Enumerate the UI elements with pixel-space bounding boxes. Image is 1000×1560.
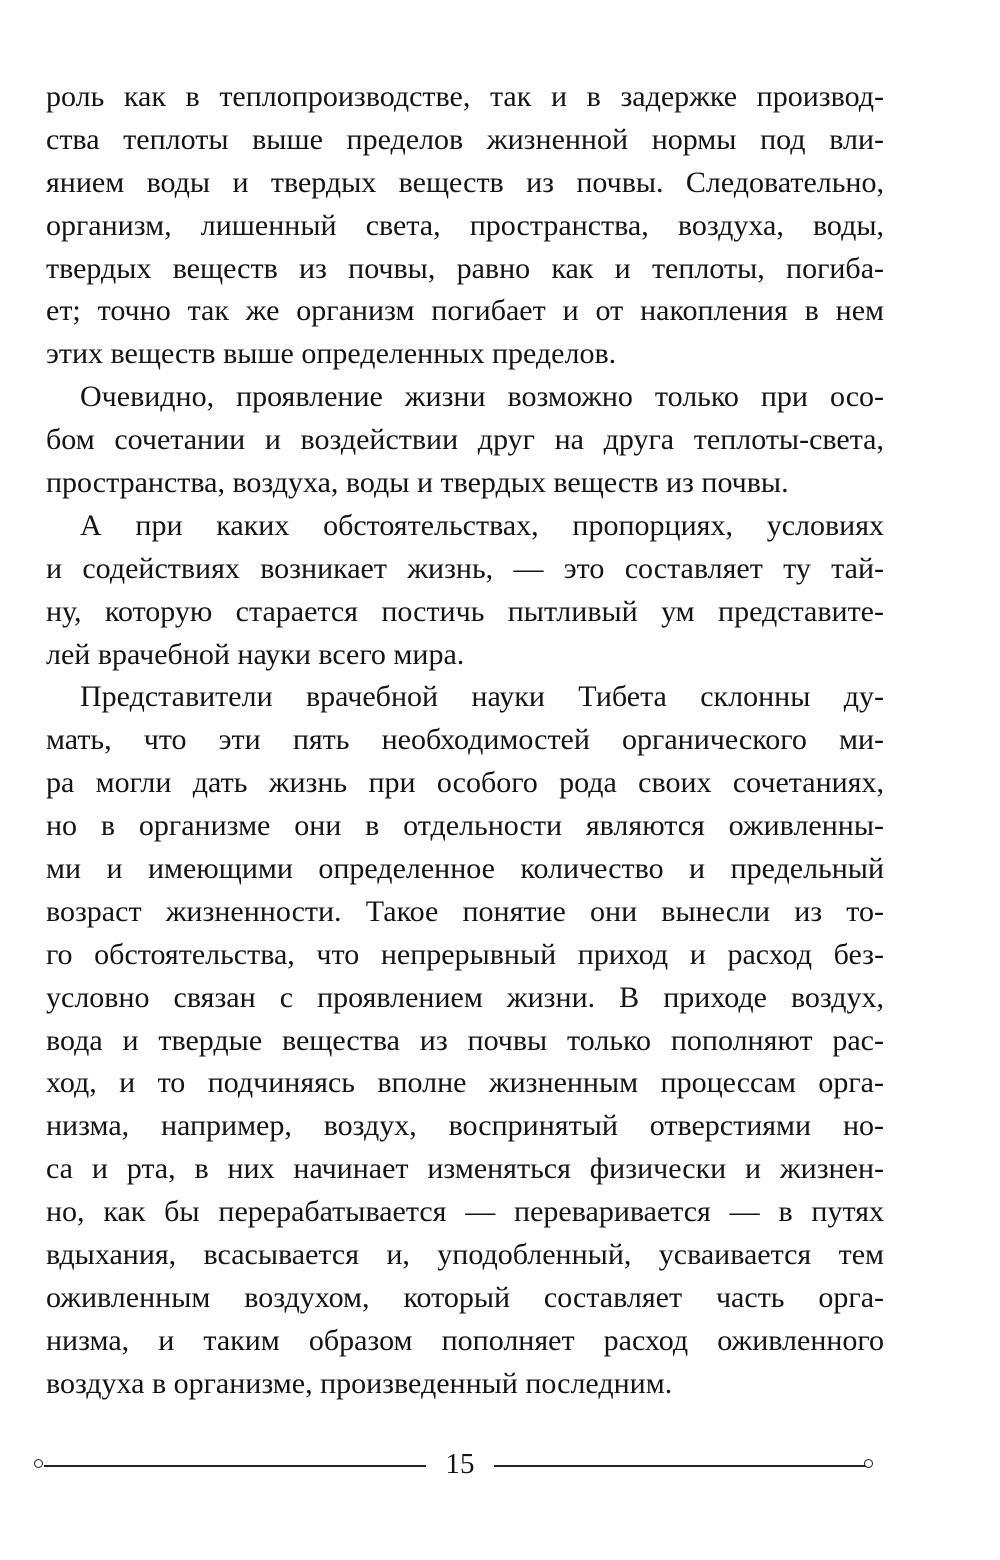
page-body — [46, 76, 884, 1406]
text-line: ет; точно так же организм погибает и от накопления в нем — [46, 294, 884, 328]
text-line: го обстоятельства, что непрерывный приход и расход без- — [46, 937, 884, 971]
text-line: воздуха в организме, произведенный последним. — [46, 1366, 673, 1400]
text-line: ход, и то подчиняясь вполне жизненным процессам орга- — [46, 1066, 884, 1100]
text-line: пространства, воздуха, воды и твердых веществ из почвы. — [46, 466, 789, 500]
page-footer — [32, 1444, 878, 1484]
text-line: Очевидно, проявление жизни возможно только при осо- — [80, 380, 884, 414]
text-line: ства теплоты выше пределов жизненной нормы под вли- — [46, 122, 884, 156]
text-line: низма, например, воздух, воспринятый отверстиями но- — [46, 1109, 884, 1143]
text-line: оживленным воздухом, который составляет часть орга- — [46, 1280, 884, 1314]
text-line: но, как бы перерабатывается — переваривается — в путях — [46, 1195, 884, 1229]
text-line: твердых веществ из почвы, равно как и теплоты, погиба- — [46, 251, 884, 285]
text-line: вода и твердые вещества из почвы только пополняют рас- — [46, 1023, 884, 1057]
text-line: низма, и таким образом пополняет расход оживленного — [46, 1323, 884, 1357]
left-ornament-circle — [34, 1459, 43, 1468]
text-line: бом сочетании и воздействии друг на друга теплоты-света, — [46, 423, 884, 457]
text-line: А при каких обстоятельствах, пропорциях, условиях — [80, 508, 884, 542]
left-footer-rule — [44, 1465, 426, 1467]
text-line: ми и имеющими определенное количество и предельный — [46, 852, 884, 886]
text-line: роль как в теплопроизводстве, так и в задержке производ- — [46, 80, 884, 113]
text-line: ну, которую старается постичь пытливый ум представите- — [46, 594, 884, 628]
text-line: Представители врачебной науки Тибета склонны ду- — [80, 680, 884, 714]
text-line: ра могли дать жизнь при особого рода своих сочетаниях, — [46, 766, 884, 800]
text-line: лей врачебной науки всего мира. — [46, 637, 465, 671]
text-line: са и рта, в них начинает изменяться физически и жизнен- — [46, 1152, 884, 1186]
text-line: условно связан с проявлением жизни. В приходе воздух, — [46, 980, 884, 1014]
text-line: организм, лишенный света, пространства, воздуха, воды, — [46, 208, 884, 242]
text-line: этих веществ выше определенных пределов. — [46, 337, 617, 371]
right-footer-rule — [494, 1465, 866, 1467]
text-line: возраст жизненности. Такое понятие они вынесли из то- — [46, 894, 884, 928]
text-line: но в организме они в отдельности являются оживленны- — [46, 809, 884, 843]
text-line: и содействиях возникает жизнь, — это составляет ту тай- — [46, 551, 884, 585]
text-line: мать, что эти пять необходимостей органического ми- — [46, 723, 884, 757]
text-line: вдыхания, всасывается и, уподобленный, усваивается тем — [46, 1238, 884, 1272]
right-ornament-circle — [864, 1459, 873, 1468]
text-line: янием воды и твердых веществ из почвы. Следовательно, — [46, 165, 884, 199]
page-number: 15 — [445, 1448, 475, 1480]
